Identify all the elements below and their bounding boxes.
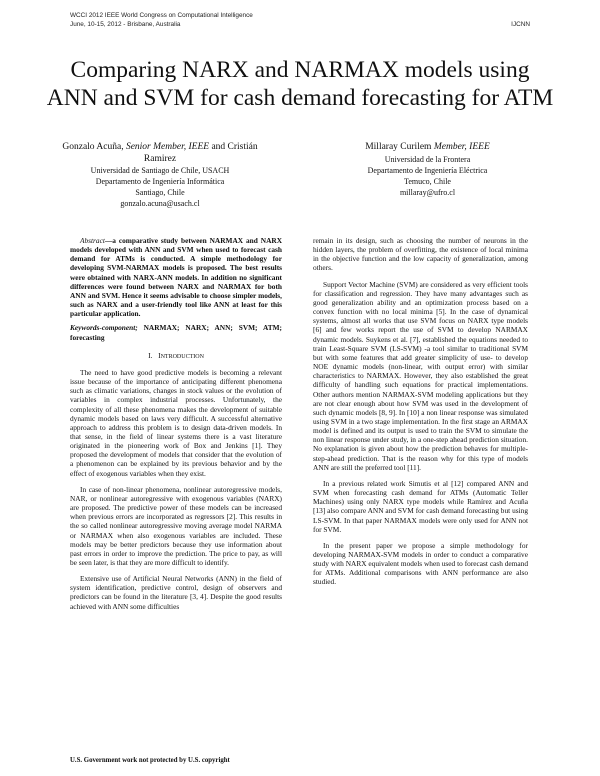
keywords: Keywords-component; NARMAX; NARX; ANN; SVM; ATM; forecasting: [70, 323, 282, 342]
author-email-2: millaray@ufro.cl: [399, 187, 456, 197]
intro-paragraph-1: The need to have good predictive models is becoming a relevant issue because of the importance of anticipating different phenomena such as climatic variations, changes in stock values or the evolution of variables in complex industrial processes. Unfortunately, the complexity of all these phenomena makes the development of suitable dynamic models based on laws very difficult. A successful alternative approach to address this problem is to design data-driven models. In that sense, in the field of linear systems there is a vast literature originated in the pioneering work of Box and Jenkins [1]. They proposed the development of models that consider that the evolution of a phenomenon can be explained by its previous behavior and by the effect of exogenous variables when they exist.: [70, 367, 282, 478]
conference-date-place: June, 10-15, 2012 - Brisbane, Australia: [70, 20, 181, 28]
conference-name: WCCI 2012 IEEE World Congress on Computational Intelligence: [70, 12, 253, 19]
intro-paragraph-3: Extensive use of Artificial Neural Networks (ANN) in the field of system identification, predictive control, design of observers and predictors can be found in the literature [3, 4]. Despite the good results achieved with ANN some difficulties: [70, 574, 282, 611]
author-affiliation-1: Universidad de Santiago de Chile, USACH: [90, 166, 230, 175]
author-block-2: [305, 142, 550, 198]
track-label: IJCNN: [511, 21, 530, 28]
author-email-1: gonzalo.acuna@usach.cl: [120, 199, 200, 208]
author-city-2: Temuco, Chile: [404, 176, 451, 186]
present-paper-paragraph: In the present paper we propose a simple methodology for developing NARMAX-SVM models in order to conduct a comparative study with NARX equivalent models when used to forecast cash demand for ATMs. Additional comparisons with ANN performance are also studied.: [313, 540, 528, 587]
right-column: [313, 236, 528, 587]
author-department-2: Departamento de Ingeniería Eléctrica: [367, 165, 488, 175]
related-work-paragraph: In a previous related work Simutis et al [12] compared ANN and SVM when forecasting cash demand for ATMs (Automatic Teller Machines) using only NARX type models while Ramírez and Acuña [13] also compare ANN and SVM for cash demand forecasting but using LS-SVM. In that paper NARMAX models were only used for ANN not for SVM.: [313, 478, 528, 534]
author-name-2: Millaray Curilem Member, IEEE: [365, 142, 490, 152]
author-name-1-line2: Ramirez: [143, 153, 177, 164]
author-affiliation-2: Universidad de la Frontera: [384, 154, 471, 164]
left-column: [70, 236, 282, 611]
title-line-2: ANN and SVM for cash demand forecasting for ATM: [46, 85, 554, 111]
author-name-1: Gonzalo Acuña, Senior Member, IEEE and Cristián: [62, 142, 258, 152]
author-city-1: Santiago, Chile: [135, 188, 185, 197]
intro-paragraph-3-continued: remain in its design, such as choosing the number of neurons in the hidden layers, the problem of overfitting, the existence of local minima in the objective function and the low capacity of generalization, among others.: [313, 236, 528, 273]
intro-paragraph-2: In case of non-linear phenomena, nonlinear autoregressive models, NAR, or nonlinear autoregressive with exogenous variables (NARX) are proposed. The predictive power of these models can be increased when previous errors are incorporated as regressors [2]. This results in the so called nonlinear autoregressive moving average model NARMA or NARMAX when also exogenous variables are included. These models may be better predictors because they use information about past errors in order to improve the prediction. The price to pay, as will be seen later, is that they are more difficult to identify.: [70, 484, 282, 567]
conference-header: [70, 12, 253, 29]
section-heading-introduction: I. INTRODUCTION: [148, 350, 204, 360]
copyright-footer: U.S. Government work not protected by U.S. copyright: [70, 757, 230, 764]
author-block-1: [40, 142, 280, 209]
abstract: Abstract—a comparative study between NARMAX and NARX models developed with ANN and SVM when used to forecast cash demand for ATMs is conducted. A simple methodology for developing SVM-NARMAX models is proposed. The best results were obtained with NARX-ANN models. In addition no significant differences were found between NARX and NARMAX for both ANN and SVM. Hence it seems advisable to choose simpler models, such as NARX and a user-friendly tool like ANN at least for this particular application.: [70, 236, 282, 319]
paper-title: [30, 56, 570, 112]
author-department-1: Departamento de Ingeniería Informática: [95, 177, 225, 186]
svm-paragraph: Support Vector Machine (SVM) are considered as very efficient tools for classification and regression. They have many advantages such as good generalization ability and an optimization process based on a convex function with no local minima [5]. In the case of dynamical systems, almost all works that use SVM focus on NARX type models [6] and few works report the use of SVM to develop NARMAX dynamic models. Suykens et al. [7], established the equations needed to train Least-Square SVM (LS-SVM) -a tool similar to traditional SVM but with some features that add greater simplicity of use- to develop NOE dynamic models (non-linear, with output error) with similar characteristics to NARMAX. However, they also established the great difficulty of handling such equations for practical implementations. Other authors mention NARMAX-SVM modeling applications but they are not clear enough about how SVM was used in the development of such dynamic models [8, 9]. In [10] a non linear response was simulated using SVM in a two stage implementation. In the first stage an ARMAX model is defined and its output is used to train the SVM to simulate the non linear response under study, in a one-step ahead prediction situation. No explanation is given about how the prediction behaves for multiple-step-ahead prediction. That is the reason why for this type of models ANN are still the preferred tool [11].: [313, 279, 528, 472]
title-line-1: Comparing NARX and NARMAX models using: [70, 57, 530, 83]
